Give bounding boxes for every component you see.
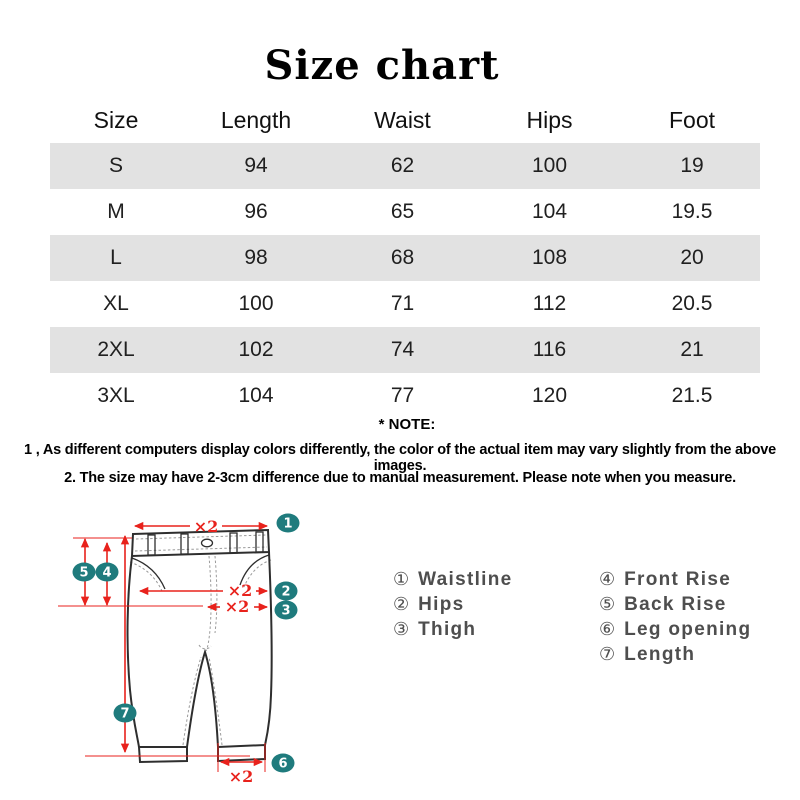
circled-number-icon: ② [393, 594, 410, 614]
legend-label: Waistline [418, 568, 513, 590]
table-row [50, 143, 760, 189]
note-heading: * NOTE: [378, 416, 436, 433]
circled-number-icon: ④ [599, 569, 616, 589]
size-table [50, 98, 760, 419]
legend-item-thigh [393, 617, 599, 642]
legend-label: Hips [418, 593, 465, 615]
legend-item-hips [393, 592, 599, 617]
cell-value: 104 [531, 200, 568, 223]
cell-value: 94 [244, 154, 268, 177]
cell-value: 20.5 [671, 292, 713, 315]
cell-value: 21.5 [671, 384, 713, 407]
cell-value: 19 [680, 154, 704, 177]
cell-size: 2XL [97, 338, 135, 361]
table-row [50, 327, 760, 373]
x2-label-leg-opening: ×2 [228, 767, 254, 786]
cell-value: 120 [531, 384, 568, 407]
cell-value: 68 [390, 246, 415, 269]
cell-value: 77 [390, 384, 415, 407]
badge-6 [272, 754, 295, 773]
x2-label-waistline: ×2 [193, 517, 219, 536]
col-header-waist: Waist [374, 107, 431, 133]
col-header-length: Length [220, 107, 292, 133]
cell-size: S [108, 154, 123, 177]
table-row [50, 373, 760, 419]
circled-number-icon: ① [393, 569, 410, 589]
circled-number-icon: ⑥ [599, 619, 616, 639]
svg-text:1: 1 [283, 516, 293, 532]
legend-item-length [599, 642, 751, 667]
badge-4 [96, 563, 119, 582]
badge-3 [275, 601, 298, 620]
col-header-foot: Foot [668, 107, 716, 133]
badge-2 [275, 582, 298, 601]
circled-number-icon: ③ [393, 619, 410, 639]
legend-column-1 [393, 567, 599, 667]
cell-value: 74 [390, 338, 415, 361]
cell-size: L [110, 246, 122, 269]
svg-text:6: 6 [278, 756, 288, 772]
svg-text:5: 5 [79, 565, 89, 581]
col-header-hips: Hips [526, 107, 573, 133]
cell-value: 116 [532, 338, 567, 361]
cell-value: 20 [680, 246, 704, 269]
legend-label: Thigh [418, 618, 477, 640]
x2-label-thigh: ×2 [224, 597, 250, 616]
cell-value: 102 [238, 338, 274, 361]
svg-text:4: 4 [102, 565, 112, 581]
note-line-1: 1 , As different computers display colors differently, the color of the actual item may vary slightly from the above images. [24, 442, 776, 474]
legend-label: Length [624, 643, 696, 665]
circled-number-icon: ⑦ [599, 644, 616, 664]
circled-number-icon: ⑤ [599, 594, 616, 614]
legend-item-back-rise [599, 592, 751, 617]
badge-1 [277, 514, 300, 533]
cell-value: 65 [390, 200, 415, 223]
cell-value: 104 [238, 384, 274, 407]
cell-size: 3XL [97, 384, 135, 407]
size-table-header [50, 98, 760, 143]
cell-value: 96 [244, 200, 268, 223]
cell-value: 100 [238, 292, 274, 315]
legend-label: Back Rise [624, 593, 727, 615]
legend-column-2 [599, 567, 751, 667]
table-row [50, 235, 760, 281]
x2-label-hips: ×2 [227, 581, 253, 600]
cell-value: 71 [390, 292, 415, 315]
legend-label: Front Rise [624, 568, 732, 590]
svg-text:3: 3 [281, 603, 291, 619]
pants-measurement-diagram [40, 495, 340, 800]
table-row [50, 281, 760, 327]
cell-value: 108 [531, 246, 568, 269]
svg-text:2: 2 [281, 584, 291, 600]
legend-label: Leg opening [624, 618, 752, 640]
cell-size: M [107, 200, 125, 223]
legend-item-leg-opening [599, 617, 751, 642]
cell-value: 112 [532, 292, 567, 315]
badge-5 [73, 563, 96, 582]
cell-value: 62 [390, 154, 415, 177]
cell-value: 98 [244, 246, 268, 269]
svg-text:7: 7 [120, 706, 130, 722]
pants-outline [128, 530, 272, 762]
measurement-legend [393, 567, 751, 667]
col-header-size: Size [93, 107, 139, 133]
cell-value: 19.5 [671, 200, 713, 223]
note-line-2: 2. The size may have 2-3cm difference due to manual measurement. Please note when you measure. [64, 470, 736, 486]
badge-7 [114, 704, 137, 723]
legend-item-front-rise [599, 567, 751, 592]
legend-item-waistline [393, 567, 599, 592]
cell-value: 100 [531, 154, 568, 177]
cell-value: 21 [680, 338, 704, 361]
page-title: Size chart [264, 42, 500, 89]
table-row [50, 189, 760, 235]
cell-size: XL [103, 292, 129, 315]
